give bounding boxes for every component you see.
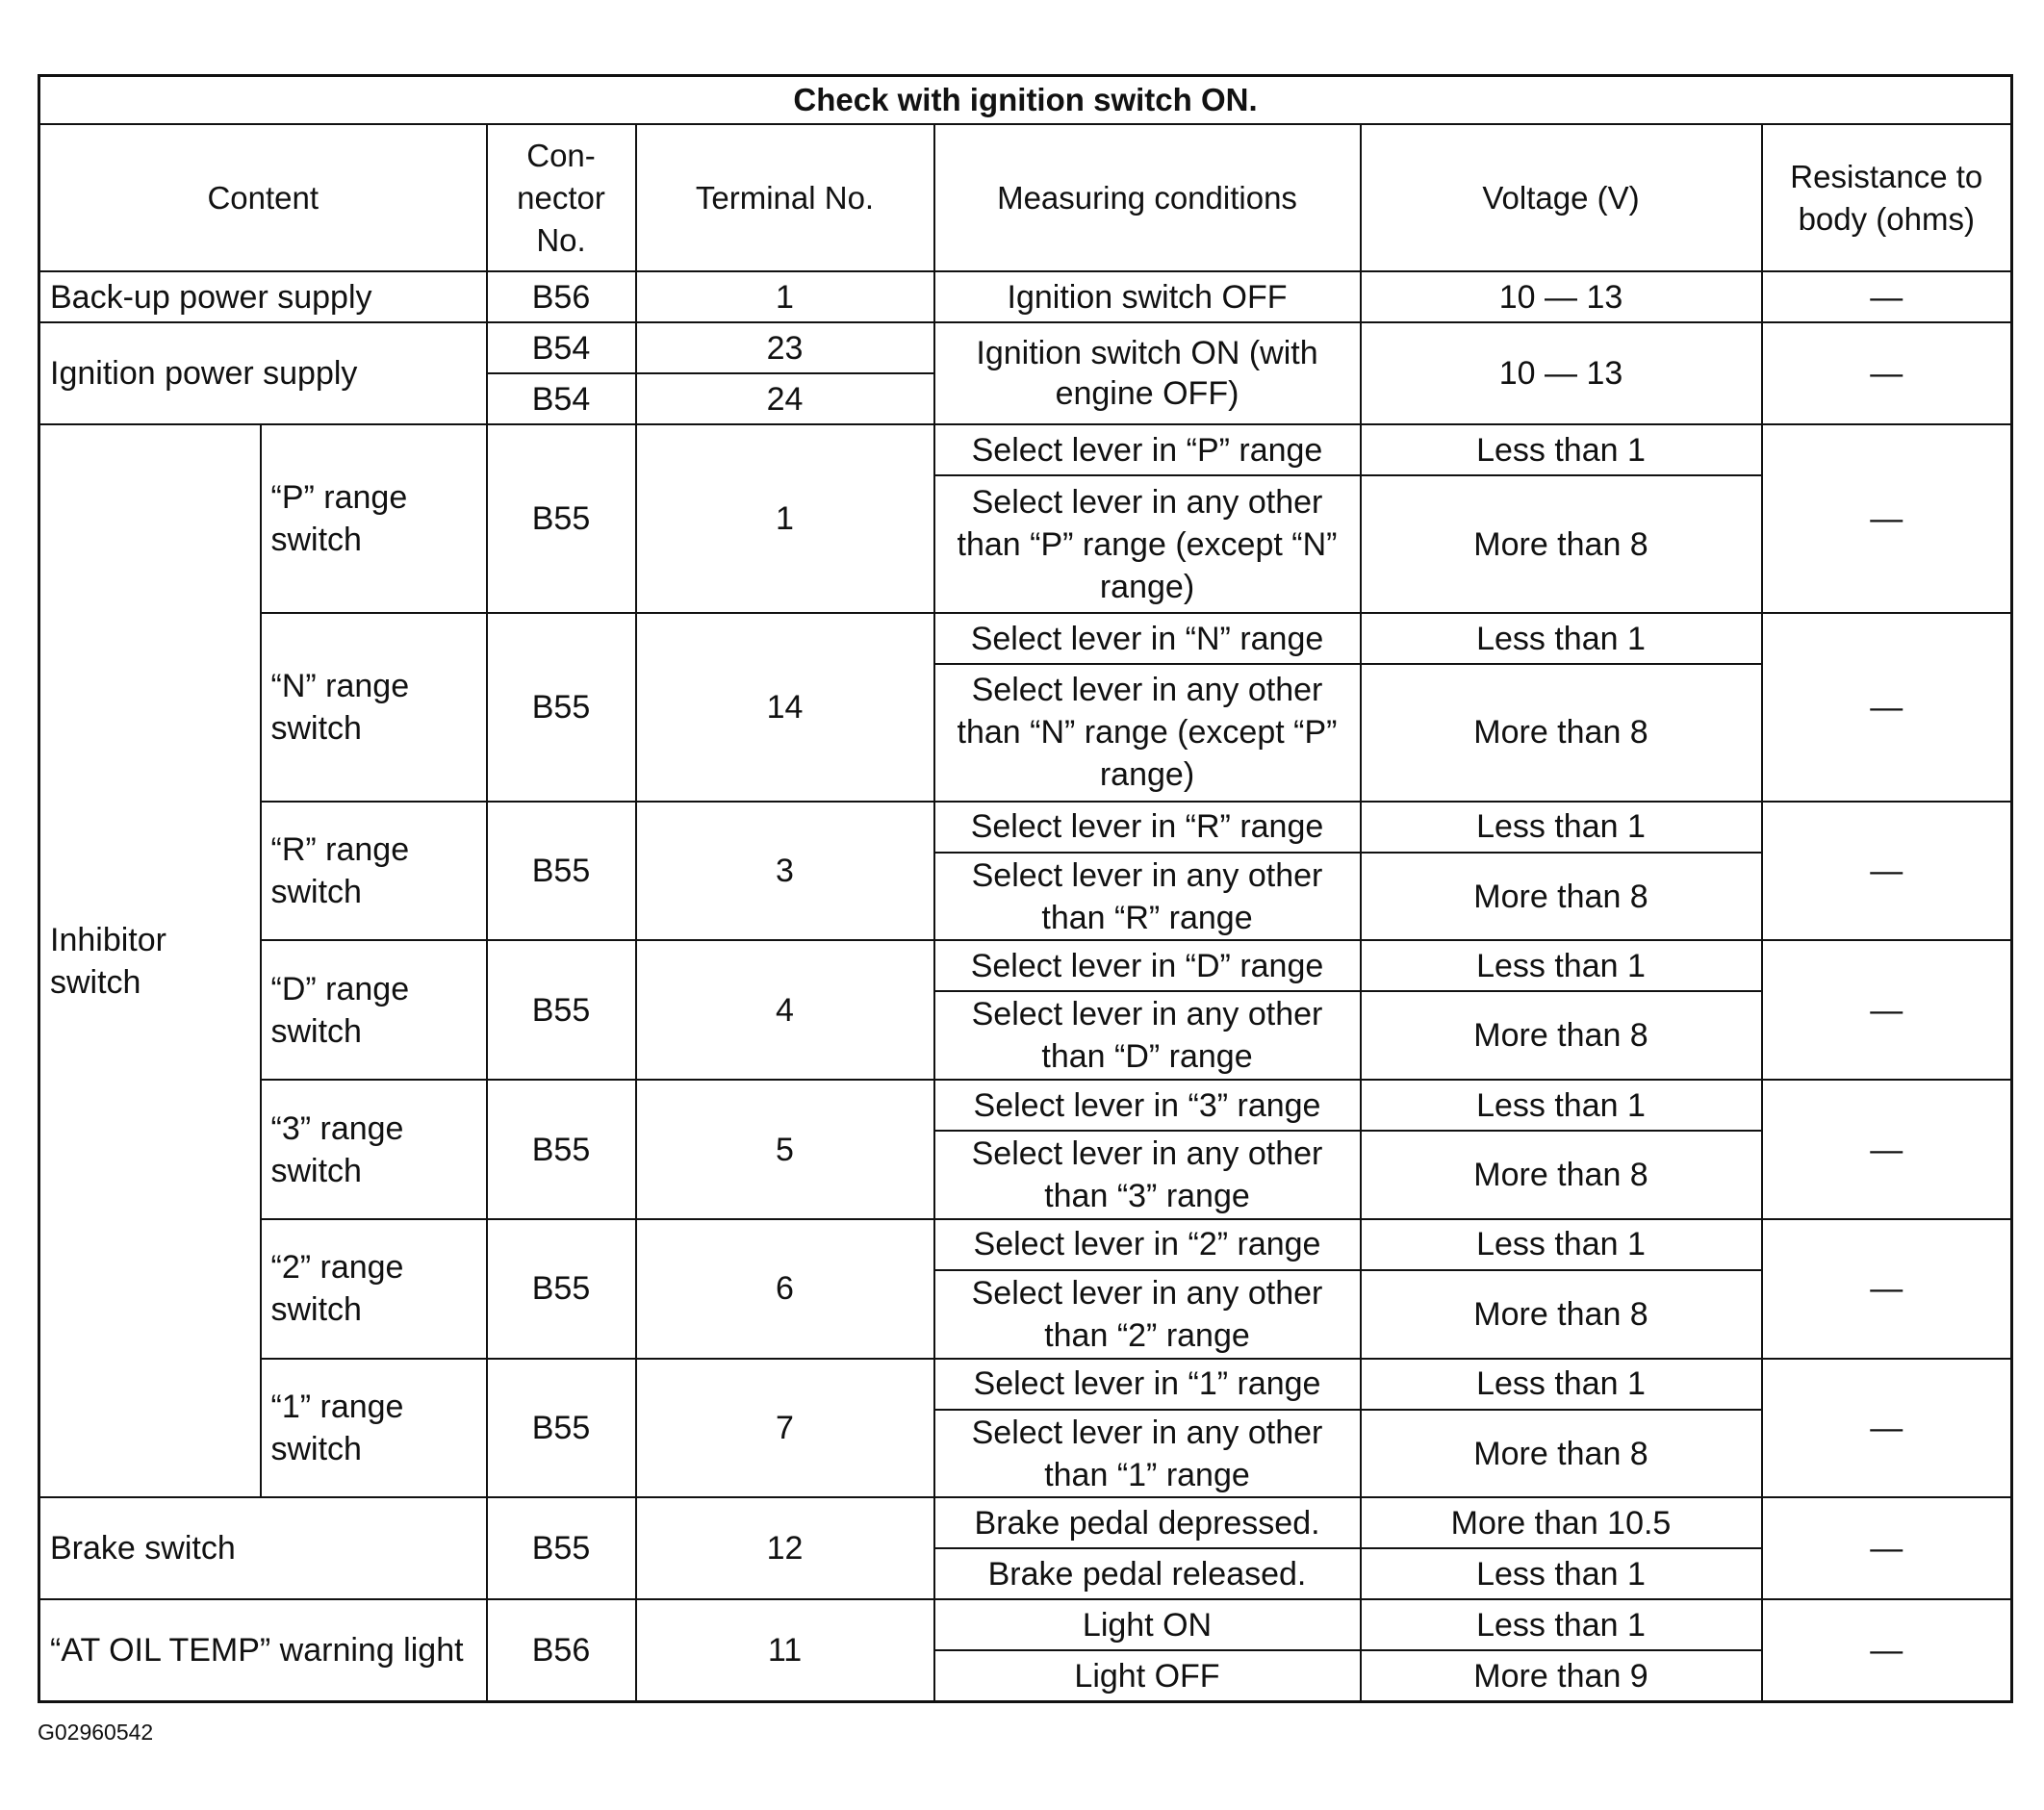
row-connector: B56 — [487, 271, 636, 322]
range-switch-name: “3” range switch — [261, 1080, 487, 1219]
row-voltage: More than 8 — [1361, 1131, 1762, 1219]
row-voltage: Less than 1 — [1361, 424, 1762, 475]
row-terminal: 14 — [636, 613, 934, 802]
table-row — [39, 1497, 2012, 1548]
range-switch-name: “N” range switch — [261, 613, 487, 802]
row-condition: Select lever in “R” range — [934, 802, 1361, 853]
row-terminal: 6 — [636, 1219, 934, 1359]
row-content: “AT OIL TEMP” warning light — [39, 1599, 487, 1701]
row-connector: B55 — [487, 1080, 636, 1219]
row-terminal: 11 — [636, 1599, 934, 1701]
inhibitor-switch-label: Inhibitor switch — [39, 424, 261, 1497]
row-terminal: 7 — [636, 1359, 934, 1498]
row-condition: Select lever in “N” range — [934, 613, 1361, 664]
row-condition: Select lever in any other than “N” range (except “P” range) — [934, 664, 1361, 802]
row-condition: Light OFF — [934, 1650, 1361, 1701]
row-resistance: — — [1762, 802, 2012, 941]
row-voltage: Less than 1 — [1361, 1080, 1762, 1131]
row-voltage: More than 8 — [1361, 1270, 1762, 1359]
row-connector: B55 — [487, 802, 636, 941]
row-voltage: Less than 1 — [1361, 802, 1762, 853]
row-resistance: — — [1762, 271, 2012, 322]
row-connector: B54 — [487, 373, 636, 424]
row-voltage: More than 8 — [1361, 853, 1762, 941]
range-switch-name: “P” range switch — [261, 424, 487, 613]
row-condition: Select lever in any other than “P” range (except “N” range) — [934, 475, 1361, 613]
table-row — [39, 1080, 2012, 1131]
row-content: Back-up power supply — [39, 271, 487, 322]
row-condition: Brake pedal depressed. — [934, 1497, 1361, 1548]
row-voltage: Less than 1 — [1361, 613, 1762, 664]
inspection-table — [38, 74, 2013, 1703]
row-resistance: — — [1762, 1219, 2012, 1359]
row-condition: Ignition switch ON (with engine OFF) — [934, 322, 1361, 424]
row-content: Brake switch — [39, 1497, 487, 1599]
row-voltage: 10 — 13 — [1361, 271, 1762, 322]
row-voltage: Less than 1 — [1361, 1548, 1762, 1599]
table-row — [39, 802, 2012, 853]
row-resistance: — — [1762, 424, 2012, 613]
row-voltage: More than 8 — [1361, 475, 1762, 613]
row-connector: B55 — [487, 424, 636, 613]
header-voltage: Voltage (V) — [1361, 124, 1762, 271]
row-terminal: 4 — [636, 940, 934, 1080]
row-resistance: — — [1762, 1497, 2012, 1599]
row-terminal: 5 — [636, 1080, 934, 1219]
row-condition: Select lever in “3” range — [934, 1080, 1361, 1131]
row-condition: Select lever in “1” range — [934, 1359, 1361, 1410]
row-connector: B54 — [487, 322, 636, 373]
table-row — [39, 613, 2012, 664]
row-voltage: More than 10.5 — [1361, 1497, 1762, 1548]
row-terminal: 3 — [636, 802, 934, 941]
row-condition: Select lever in any other than “2” range — [934, 1270, 1361, 1359]
row-content: Ignition power supply — [39, 322, 487, 424]
row-voltage: More than 8 — [1361, 664, 1762, 802]
figure-id: G02960542 — [38, 1720, 154, 1745]
table-row — [39, 271, 2012, 322]
table-row — [39, 940, 2012, 991]
row-condition: Light ON — [934, 1599, 1361, 1650]
row-connector: B55 — [487, 1497, 636, 1599]
row-voltage: Less than 1 — [1361, 940, 1762, 991]
row-connector: B55 — [487, 1359, 636, 1498]
row-condition: Ignition switch OFF — [934, 271, 1361, 322]
row-terminal: 1 — [636, 271, 934, 322]
row-voltage: Less than 1 — [1361, 1219, 1762, 1270]
row-terminal: 23 — [636, 322, 934, 373]
table-row — [39, 1359, 2012, 1410]
range-switch-name: “R” range switch — [261, 802, 487, 941]
row-resistance: — — [1762, 322, 2012, 424]
row-voltage: More than 8 — [1361, 1410, 1762, 1498]
table-row — [39, 1599, 2012, 1650]
row-terminal: 1 — [636, 424, 934, 613]
row-condition: Select lever in “2” range — [934, 1219, 1361, 1270]
row-connector: B55 — [487, 940, 636, 1080]
row-condition: Select lever in “P” range — [934, 424, 1361, 475]
table-row — [39, 1219, 2012, 1270]
header-conditions: Measuring conditions — [934, 124, 1361, 271]
table-title: Check with ignition switch ON. — [39, 76, 2012, 125]
range-switch-name: “2” range switch — [261, 1219, 487, 1359]
row-connector: B55 — [487, 1219, 636, 1359]
row-condition: Select lever in any other than “3” range — [934, 1131, 1361, 1219]
row-resistance: — — [1762, 1080, 2012, 1219]
header-content: Content — [39, 124, 487, 271]
row-voltage: More than 9 — [1361, 1650, 1762, 1701]
table-row — [39, 322, 2012, 373]
row-condition: Select lever in any other than “1” range — [934, 1410, 1361, 1498]
table-row — [39, 424, 2012, 475]
row-voltage: Less than 1 — [1361, 1359, 1762, 1410]
row-resistance: — — [1762, 1599, 2012, 1701]
row-condition: Select lever in “D” range — [934, 940, 1361, 991]
row-resistance: — — [1762, 1359, 2012, 1498]
row-condition: Brake pedal released. — [934, 1548, 1361, 1599]
row-voltage: More than 8 — [1361, 991, 1762, 1080]
row-terminal: 12 — [636, 1497, 934, 1599]
row-terminal: 24 — [636, 373, 934, 424]
row-connector: B55 — [487, 613, 636, 802]
row-resistance: — — [1762, 940, 2012, 1080]
header-terminal: Terminal No. — [636, 124, 934, 271]
row-resistance: — — [1762, 613, 2012, 802]
row-voltage: 10 — 13 — [1361, 322, 1762, 424]
row-condition: Select lever in any other than “R” range — [934, 853, 1361, 941]
range-switch-name: “D” range switch — [261, 940, 487, 1080]
header-resistance: Resistance to body (ohms) — [1762, 124, 2012, 271]
row-connector: B56 — [487, 1599, 636, 1701]
header-connector: Con- nector No. — [487, 124, 636, 271]
row-condition: Select lever in any other than “D” range — [934, 991, 1361, 1080]
range-switch-name: “1” range switch — [261, 1359, 487, 1498]
row-voltage: Less than 1 — [1361, 1599, 1762, 1650]
